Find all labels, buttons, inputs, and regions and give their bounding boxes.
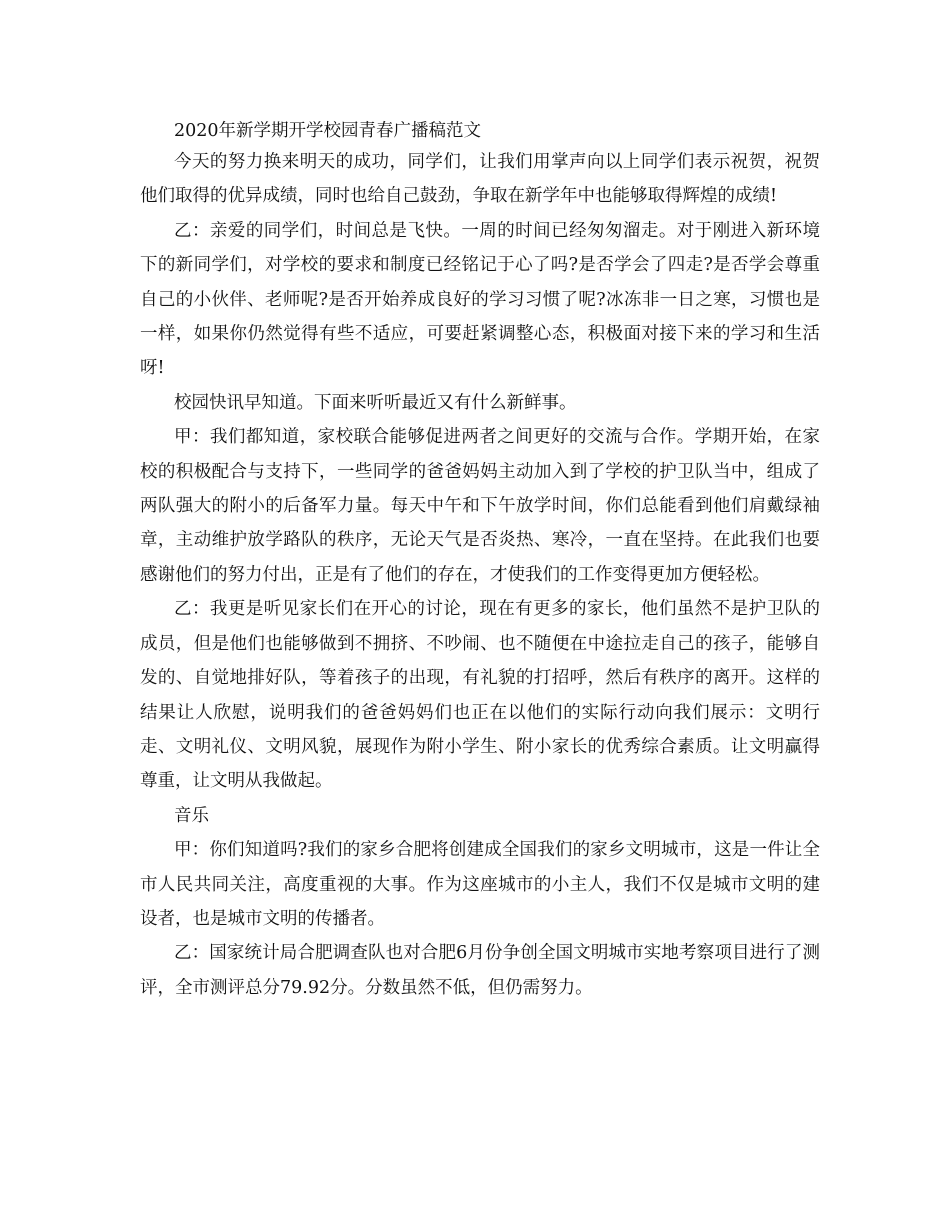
paragraph-4: 甲：我们都知道，家校联合能够促进两者之间更好的交流与合作。学期开始，在家校的积极配合与支持下，一些同学的爸爸妈妈主动加入到了学校的护卫队当中，组成了两队强大的附小的后备军力量。每天中午和下午放学时间，你们总能看到他们肩戴绿袖章，主动维护放学路队的秩序，无论天气是否炎热、寒冷，一直在坚持。在此我们也要感谢他们的努力付出，正是有了他们的存在，才使我们的工作变得更加方便轻松。 [140,427,820,585]
paragraph-6: 音乐 [174,805,209,826]
paragraph-3: 校园快讯早知道。下面来听听最近又有什么新鲜事。 [174,392,577,413]
document-body [140,117,820,1005]
paragraph-2: 乙：亲爱的同学们，时间总是飞快。一周的时间已经匆匆溜走。对于刚进入新环境下的新同学们，对学校的要求和制度已经铭记于心了吗?是否学会了四走?是否学会尊重自己的小伙伴、老师呢?是否开始养成良好的学习习惯了呢?冰冻非一日之寒，习惯也是一样，如果你仍然觉得有些不适应，可要赶紧调整心态，积极面对接下来的学习和生活呀! [140,220,820,379]
document-title: 2020年新学期开学校园青春广播稿范文 [174,121,482,141]
paragraph-7: 甲：你们知道吗?我们的家乡合肥将创建成全国我们的家乡文明城市，这是一件让全市人民共同关注，高度重视的大事。作为这座城市的小主人，我们不仅是城市文明的建设者，也是城市文明的传播者。 [140,840,820,929]
paragraph-8: 乙：国家统计局合肥调查队也对合肥6月份争创全国文明城市实地考察项目进行了测评，全市测评总分79.92分。分数虽然不低，但仍需努力。 [140,943,820,998]
paragraph-1: 今天的努力换来明天的成功，同学们，让我们用掌声向以上同学们表示祝贺，祝贺他们取得的优异成绩，同时也给自己鼓劲，争取在新学年中也能够取得辉煌的成绩! [140,152,820,207]
paragraph-5: 乙：我更是听见家长们在开心的讨论，现在有更多的家长，他们虽然不是护卫队的成员，但是他们也能够做到不拥挤、不吵闹、也不随便在中途拉走自己的孩子，能够自发的、自觉地排好队，等着孩子的出现，有礼貌的打招呼，然后有秩序的离开。这样的结果让人欣慰，说明我们的爸爸妈妈们也正在以他们的实际行动向我们展示：文明行走、文明礼仪、文明风貌，展现作为附小学生、附小家长的优秀综合素质。让文明赢得尊重，让文明从我做起。 [140,599,820,792]
